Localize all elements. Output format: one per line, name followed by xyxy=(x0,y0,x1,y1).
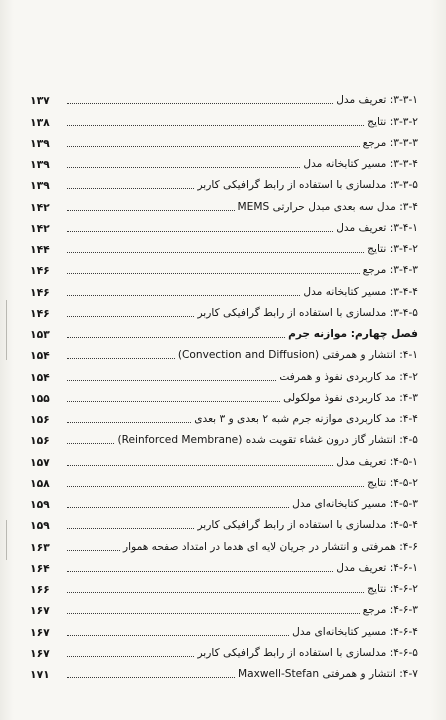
toc-entry xyxy=(30,490,418,511)
toc-entry-title: ۳-۴-۱: تعریف مدل xyxy=(336,221,418,234)
toc-entry xyxy=(30,256,418,277)
toc-entry-title: ۳-۴-۴: مسیر کتابخانه مدل xyxy=(303,285,418,298)
toc-dot-leader xyxy=(67,273,360,274)
toc-dot-leader xyxy=(67,550,120,551)
toc-entry-title: ۴-۵-۴: مدلسازی با استفاده از رابط گرافیکی کاربر xyxy=(197,519,418,532)
toc-entry xyxy=(30,447,418,468)
toc-dot-leader xyxy=(67,635,289,636)
toc-dot-leader xyxy=(67,337,285,338)
toc-entry xyxy=(30,554,418,575)
toc-entry-title: ۳-۴-۲: نتایج xyxy=(367,243,418,255)
toc-entry xyxy=(30,660,418,681)
toc-page-number: ۱۶۷ xyxy=(30,604,50,618)
toc-entry xyxy=(30,214,418,235)
toc-page-number: ۱۶۶ xyxy=(30,583,50,596)
toc-entry xyxy=(30,107,418,128)
toc-entry-title: ۴-۵-۲: نتایج xyxy=(367,476,418,489)
toc-page-number: ۱۷۱ xyxy=(30,668,50,681)
page-edge-shadow xyxy=(6,300,7,360)
toc-page-number: ۱۶۳ xyxy=(30,540,50,554)
toc-entry-title: ۴-۶-۱: تعریف مدل xyxy=(336,561,418,574)
toc-entry xyxy=(30,384,418,405)
toc-entry-title: ۴-۵-۳: مسیر کتابخانه‌ای مدل xyxy=(292,498,418,510)
table-of-contents xyxy=(30,86,418,681)
toc-entry-title: ۳-۳-۴: مسیر کتابخانه مدل xyxy=(303,158,418,170)
toc-page-number: ۱۳۹ xyxy=(30,136,50,150)
toc-entry-title: ۳-۳-۵: مدلسازی با استفاده از رابط گرافیکی کاربر xyxy=(197,179,418,192)
toc-page-number: ۱۵۹ xyxy=(30,519,50,533)
toc-dot-leader xyxy=(67,188,194,189)
toc-entry xyxy=(30,575,418,596)
toc-entry-title: ۴-۷: انتشار و همرفتی Maxwell-Stefan xyxy=(237,668,418,680)
toc-dot-leader xyxy=(67,401,280,402)
toc-dot-leader xyxy=(67,231,333,232)
toc-page-number: ۱۶۷ xyxy=(30,625,50,639)
toc-page-number: ۱۵۴ xyxy=(30,349,50,363)
toc-page-number: ۱۳۹ xyxy=(30,179,50,193)
toc-entry-title: ۳-۴-۳: مرجع xyxy=(362,264,418,277)
toc-entry-title: ۳-۳-۲: نتایج xyxy=(367,115,418,128)
toc-entry xyxy=(30,299,418,320)
toc-entry xyxy=(30,277,418,298)
toc-page-number: ۱۶۴ xyxy=(30,561,50,575)
toc-page-number: ۱۴۶ xyxy=(30,306,50,320)
toc-dot-leader xyxy=(67,486,364,487)
toc-dot-leader xyxy=(67,613,360,614)
toc-entry-title: ۴-۳: مد کاربردی نفوذ مولکولی xyxy=(283,391,418,404)
toc-page-number: ۱۳۷ xyxy=(30,94,50,108)
toc-dot-leader xyxy=(67,210,235,211)
toc-page-number: ۱۴۶ xyxy=(30,285,50,299)
toc-dot-leader xyxy=(67,422,191,423)
toc-page-number: ۱۵۴ xyxy=(30,370,50,384)
toc-page-number: ۱۵۶ xyxy=(30,413,50,426)
toc-entry xyxy=(30,639,418,660)
toc-dot-leader xyxy=(67,358,175,359)
toc-dot-leader xyxy=(67,677,235,678)
toc-entry xyxy=(30,532,418,553)
toc-entry xyxy=(30,405,418,426)
toc-page-number: ۱۴۴ xyxy=(30,243,50,256)
toc-page-number: ۱۵۵ xyxy=(30,391,50,405)
toc-entry xyxy=(30,426,418,447)
toc-entry xyxy=(30,171,418,192)
toc-entry-title: ۴-۶-۳: مرجع xyxy=(362,604,418,617)
toc-page-number: ۱۵۷ xyxy=(30,455,50,469)
toc-page-number: ۱۵۶ xyxy=(30,434,50,448)
toc-entry xyxy=(30,469,418,490)
toc-page-number: ۱۳۹ xyxy=(30,158,50,171)
toc-dot-leader xyxy=(67,592,364,593)
toc-entry-title: ۴-۵: انتشار گاز درون غشاء تقویت شده (Reinforced Membrane) xyxy=(117,434,418,447)
toc-entry xyxy=(30,596,418,617)
toc-entry-title: ۴-۶-۲: نتایج xyxy=(367,583,418,595)
toc-entry-title: ۴-۴: مد کاربردی موازنه جرم شبه ۲ بعدی و ۳ بعدی xyxy=(194,413,418,425)
toc-dot-leader xyxy=(67,125,364,126)
toc-dot-leader xyxy=(67,146,360,147)
toc-entry-title: ۴-۱: انتشار و همرفتی (Convection and Diffusion) xyxy=(177,349,418,362)
toc-entry-title: ۳-۳-۳: مرجع xyxy=(362,136,418,149)
toc-entry-title: ۴-۶-۴: مسیر کتابخانه‌ای مدل xyxy=(292,625,418,638)
toc-entry xyxy=(30,362,418,383)
toc-entry-title: فصل چهارم: موازنه جرم xyxy=(288,328,418,340)
toc-dot-leader xyxy=(67,507,289,508)
toc-entry xyxy=(30,341,418,362)
toc-dot-leader xyxy=(67,656,194,657)
toc-dot-leader xyxy=(67,528,194,529)
page-edge-shadow xyxy=(6,520,7,560)
toc-page-number: ۱۵۸ xyxy=(30,476,50,490)
toc-entry xyxy=(30,511,418,532)
toc-dot-leader xyxy=(67,571,333,572)
toc-entry xyxy=(30,192,418,213)
toc-entry xyxy=(30,86,418,107)
toc-dot-leader xyxy=(67,103,333,104)
toc-entry-title: ۴-۶: همرفتی و انتشار در جریان لایه ای هدما در امتداد صفحه هموار xyxy=(123,540,418,553)
toc-chapter-entry xyxy=(30,320,418,341)
toc-page-number: ۱۳۸ xyxy=(30,115,50,129)
toc-page-number: ۱۴۲ xyxy=(30,221,50,235)
toc-entry-title: ۳-۳-۱: تعریف مدل xyxy=(336,94,418,107)
toc-page-number: ۱۴۲ xyxy=(30,200,50,214)
toc-dot-leader xyxy=(67,316,194,317)
toc-entry-title: ۴-۶-۵: مدلسازی با استفاده از رابط گرافیکی کاربر xyxy=(197,646,418,659)
toc-entry-title: ۳-۴: مدل سه بعدی مبدل حرارتی MEMS xyxy=(237,200,418,213)
toc-dot-leader xyxy=(67,443,114,444)
toc-dot-leader xyxy=(67,465,333,466)
toc-entry-title: ۴-۲: مد کاربردی نفوذ و همرفت xyxy=(279,370,418,383)
toc-entry xyxy=(30,150,418,171)
toc-page-number: ۱۵۳ xyxy=(30,328,50,341)
toc-entry xyxy=(30,129,418,150)
toc-entry-title: ۳-۴-۵: مدلسازی با استفاده از رابط گرافیکی کاربر xyxy=(197,306,418,319)
toc-entry xyxy=(30,617,418,638)
toc-dot-leader xyxy=(67,252,364,253)
toc-dot-leader xyxy=(67,167,300,168)
toc-page-number: ۱۶۷ xyxy=(30,646,50,660)
toc-page-number: ۱۴۶ xyxy=(30,264,50,278)
toc-page-number: ۱۵۹ xyxy=(30,498,50,511)
toc-dot-leader xyxy=(67,380,276,381)
toc-entry xyxy=(30,235,418,256)
toc-entry-title: ۴-۵-۱: تعریف مدل xyxy=(336,455,418,468)
toc-dot-leader xyxy=(67,295,300,296)
